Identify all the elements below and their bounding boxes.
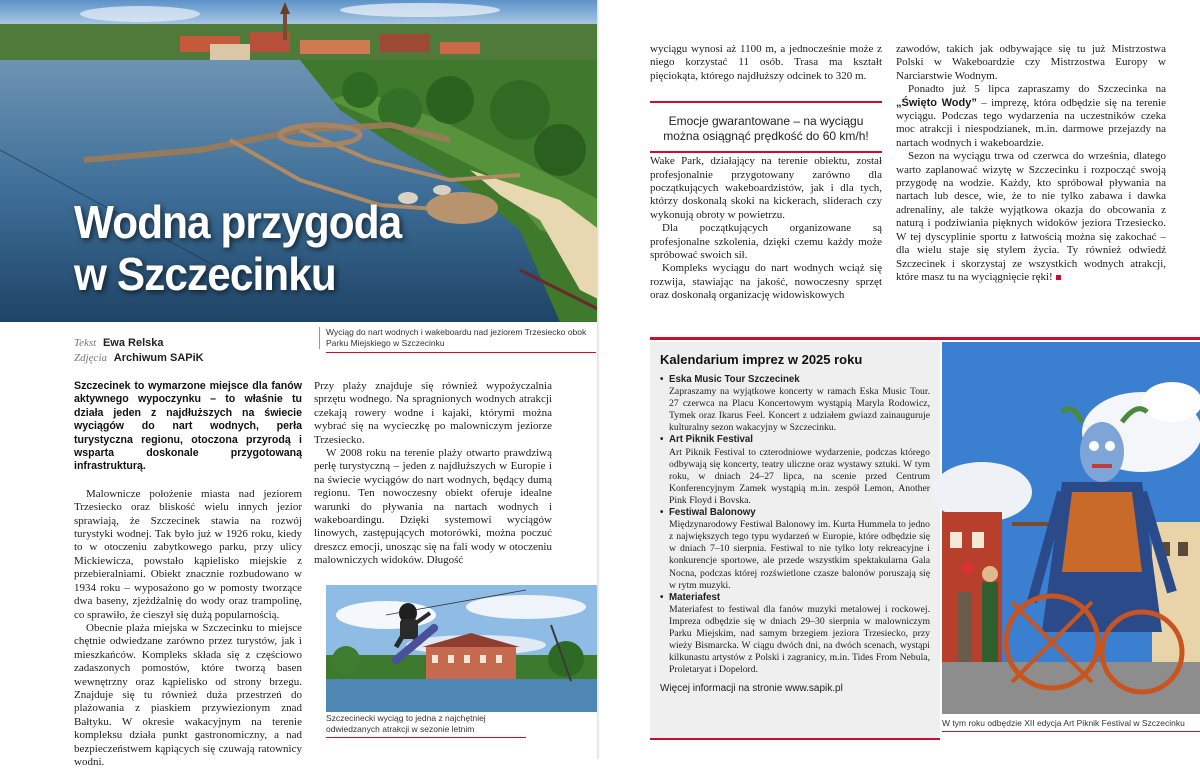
text-credit xyxy=(74,336,204,351)
closing-text: Sezon na wyciągu trwa od czerwca do września, dlatego warto zaplanować wizytę w Szczecinku i rozpocząć swoją przygodę na wodzie. Każdy, kto spróbował pływania na nartach lub desce, wie, że to nie tylko zabawa i dawka adrenaliny, ale także wyjątkowa okazja do obcowania z naturą i podziwiania pięknych widoków jeziora Trzesiecko. W tej dyscyplinie sportu z łatwością można się zakochać – dla wielu staje się stylem życia. Ty również odwiedź Szczecinek i skorzystaj ze wszystkich wodnych atrakcji, które masz tu na wyciągnięcie ręki! xyxy=(896,150,1166,283)
end-of-article-mark xyxy=(1056,275,1061,280)
body-paragraph-event xyxy=(896,83,1166,150)
calendar-event-list xyxy=(660,374,930,676)
article-title xyxy=(74,196,497,300)
event-description: Międzynarodowy Festiwal Balonowy im. Kurta Hummela to jedno z największych tego typu wydarzeń w Europie, które odbędzie się w dniach 7–10 sierpnia. Festiwal to nie tylko loty rekreacyjne i konkurencje sportowe, ale przede wszystkim spektakularna Gala Nocna, podczas której rozświetlone czasze balonów poruszają się w rytm muzyki. xyxy=(669,519,930,591)
pullquote: Emocje gwarantowane – na wyciągu można osiągnąć prędkość do 60 km/h! xyxy=(650,101,882,153)
left-column-2 xyxy=(314,380,552,568)
right-column-1 xyxy=(650,43,882,303)
wakeboard-caption: Szczecinecki wyciąg to jedna z najchętniej odwiedzanych atrakcji w sezonie letnim xyxy=(326,713,526,738)
wakeboard-jump-image xyxy=(326,585,598,712)
festival-photo xyxy=(942,342,1200,714)
calendar-event xyxy=(669,592,930,677)
right-column-2 xyxy=(896,43,1166,284)
calendar-title: Kalendarium imprez w 2025 roku xyxy=(660,352,863,367)
event-description: Materiafest to festiwal dla fanów muzyki metalowej i rockowej. Impreza odbędzie się w dniach 29–30 sierpnia w malowniczym Parku Miejskim, nad samym brzegiem jeziora Trzesiecko, przy wieży Bismarcka. W ciągu dwóch dni, na dwóch scenach, wystąpi kilkunastu artystów z Polski i zagranicy, m.in. Tides From Nebula, Proletaryat i Dopelord. xyxy=(669,603,930,676)
body-paragraph: W 2008 roku na terenie plaży otwarto prawdziwą perłę turystyczną – jeden z najdłuższych w Europie i na świecie wyciągów do nart wodnych, będący dumą regionu. Ten nowoczesny obiekt oferuje idealne warunki do pływania na nartach wodnych i wakeboardingu. Dzięki systemowi wyciągów linowych, zastępujących motorówki, można poczuć dreszcz emocji, unosząc się na fali wody w otoczeniu malowniczych widoków. Długość xyxy=(314,447,552,567)
calendar-more-info: Więcej informacji na stronie www.sapik.pl xyxy=(660,683,843,695)
wakeboarder-photo xyxy=(326,585,598,712)
event-text-rest: – imprezę, która odbędzie się na terenie wyciągu. Podczas tego wydarzenia na uczestników czeka moc atrakcji i niespodzianek, m.in. darmowe przejazdy na nartach wodnych i wakeboardzie. xyxy=(896,96,1166,149)
text-credit-author: Ewa Relska xyxy=(102,337,164,349)
calendar-event xyxy=(669,434,930,507)
event-description: Zapraszamy na wyjątkowe koncerty w ramach Eska Music Tour. 27 czerwca na Placu Koncertowym wystąpią Maryla Rodowicz, Tymek oraz Ikarus Feel. Koncert z udziałem gwiazd zainauguruje kulturalny sezon wakacyjny w Szczecinku. xyxy=(669,386,930,434)
art-piknik-puppet-image xyxy=(942,342,1200,714)
event-name: • Festiwal Balonowy xyxy=(669,507,930,519)
event-name: • Materiafest xyxy=(669,592,930,604)
body-paragraph: wyciągu wynosi aż 1100 m, a jednocześnie może z niego korzystać 11 osób. Trasa ma kształt pięciokąta, którego najdłuższy odcinek to 320 m. xyxy=(650,43,882,82)
event-description: Art Piknik Festival to czterodniowe wydarzenie, podczas którego odbywają się koncerty, teatry uliczne oraz wystawy sztuki. W tym roku, w dniach 24–27 lipca, na scenie przed Centrum Konferencyjnym Zamek wystąpią m.in. zespół Lemon, Another Pink Floyd i Bovska. xyxy=(669,446,930,506)
calendar-event xyxy=(669,374,930,434)
events-calendar-box xyxy=(650,342,940,740)
photo-credit-author: Archiwum SAPiK xyxy=(113,352,204,364)
event-name: • Eska Music Tour Szczecinek xyxy=(669,374,930,386)
article-credits xyxy=(74,336,204,366)
body-paragraph: Kompleks wyciągu do nart wodnych wciąż się rozwija, stawiając na jakość, nowoczesny sprzęt oraz doskonałą organizację widowiskowych xyxy=(650,262,882,302)
event-text-intro: Ponadto już 5 lipca zapraszamy do Szczecinka na xyxy=(908,83,1166,96)
body-paragraph-closing xyxy=(896,150,1166,284)
calendar-top-rule xyxy=(650,337,1200,340)
title-line-1: Wodna przygoda xyxy=(74,196,402,248)
body-paragraph: zawodów, takich jak odbywające się tu już Mistrzostwa Polski w Wakeboardzie czy Mistrzostwa Europy w Narciarstwie Wodnym. xyxy=(896,43,1166,82)
body-paragraph: Dla początkujących organizowane są profesjonalne szkolenia, dzięki czemu każdy może spróbować swoich sił. xyxy=(650,222,882,262)
festival-caption: W tym roku odbędzie XII edycja Art Piknik Festival w Szczecinku xyxy=(942,718,1200,732)
title-line-2: w Szczecinku xyxy=(74,248,336,300)
lead-paragraph: Szczecinek to wymarzone miejsce dla fanów aktywnego wypoczynku – to właśnie tu działa jeden z najdłuższych na świecie wyciągów do nart wodnych, perła turystyczna regionu, otoczona przyrodą i wsparta doskonale przygotowaną infrastrukturą. xyxy=(74,380,302,473)
photo-credit xyxy=(74,351,204,366)
right-page xyxy=(600,0,1200,759)
photo-credit-label: Zdjęcia xyxy=(74,352,107,364)
left-page xyxy=(0,0,600,768)
event-name: • Art Piknik Festival xyxy=(669,434,930,446)
left-column-1 xyxy=(74,380,302,769)
body-paragraph: Przy plaży znajduje się również wypożyczalnia sprzętu wodnego. Na spragnionych wodnych atrakcji czekają rowery wodne i kajaki, którymi można wybrać się na wycieczkę po malowniczym jeziorze Trzesiecko. xyxy=(314,380,552,446)
hero-caption: Wyciąg do nart wodnych i wakeboardu nad jeziorem Trzesiecko obok Parku Miejskiego w Szczecinku xyxy=(326,327,596,353)
body-paragraph: Malownicze położenie miasta nad jeziorem Trzesiecko oraz bliskość wielu innych jezior sprawiają, że Szczecinek stawia na rozwój turystyki wodnej. Tak było już w 1926 roku, kiedy to w otoczeniu zabytkowego parku, przy ulicy Mickiewicza, powstało kąpielisko miejskie z przebieralniami. Obiekt znacznie rozbudowano w 1934 roku – wyposażono go w pomosty tworzące dwa baseny, zjeżdżalnię do wody oraz trampolinę, co sprawiło, że cieszył się dużą popularnością. xyxy=(74,487,302,621)
hero-photo xyxy=(0,0,600,322)
event-name-swieto-wody: „Święto Wody” xyxy=(896,96,977,109)
body-paragraph: Wake Park, działający na terenie obiektu, został profesjonalnie przygotowany zarówno dla początkujących wakeboardzistów, jak i dla tych, którzy doskonalą skoki na kickerach, sliderach czy wykonują obroty w powietrzu. xyxy=(650,155,882,221)
body-paragraph: Obecnie plaża miejska w Szczecinku to miejsce chętnie odwiedzane zarówno przez turystów, jak i mieszkańców. Kompleks składa się z częściowo zadaszonych pomostów, które tworzą basen wewnętrzny oraz kąpielisko od strony brzegu. Znajduje się tu również duża przestrzeń do plażowania z piaskiem przywiezionym znad Bałtyku. W okresie wakacyjnym na terenie kompleksu działa punkt gastronomiczny, a nad bezpieczeństwem kąpiących się czuwają ratownicy wodni. xyxy=(74,621,302,768)
text-credit-label: Tekst xyxy=(74,337,97,349)
calendar-event xyxy=(669,507,930,592)
